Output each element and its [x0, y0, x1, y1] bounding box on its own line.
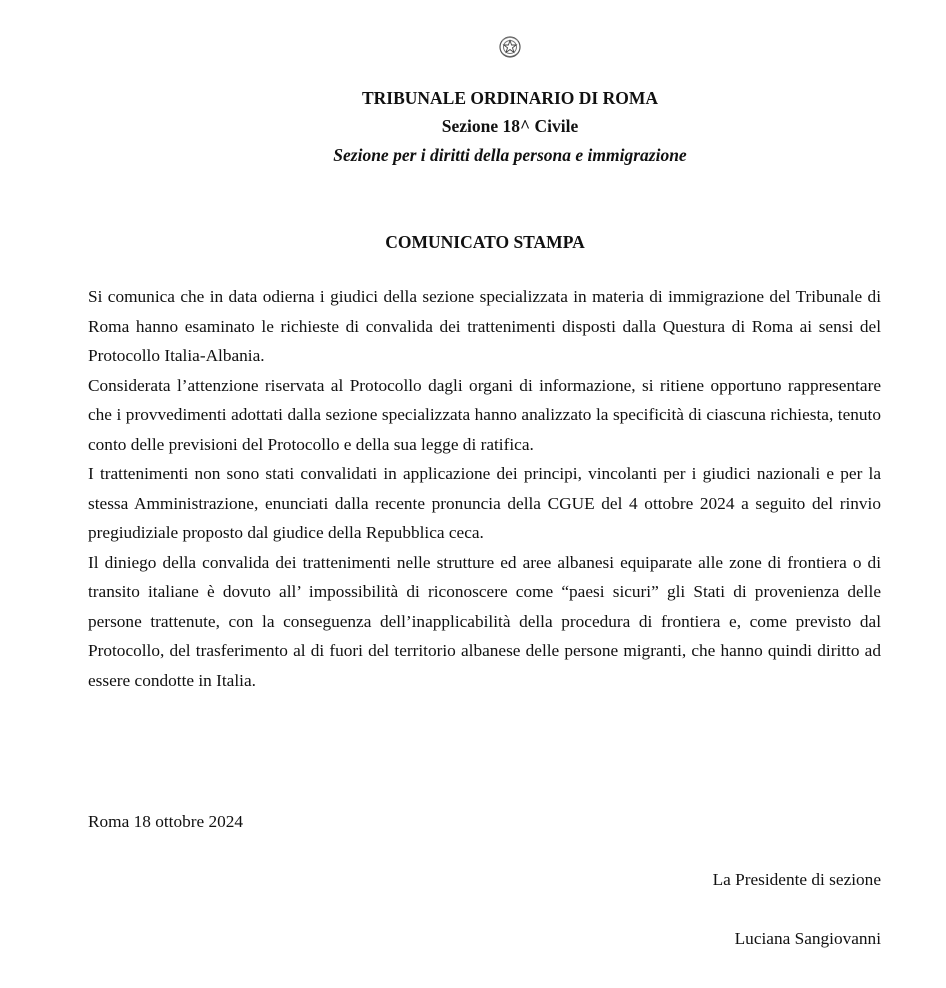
- signature-name: Luciana Sangiovanni: [734, 929, 881, 948]
- paragraph: Considerata l’attenzione riservata al Protocollo dagli organi di informazione, si ritiene opportuno rappresentare che i provvedimenti adottati dalla sezione specializzata hanno analizzato la specificità di ciascuna richiesta, tenuto conto delle previsioni del Protocollo e della sua legge di ratifica.: [88, 375, 881, 454]
- subsection-name: Sezione per i diritti della persona e immigrazione: [333, 145, 687, 165]
- paragraph: I trattenimenti non sono stati convalidati in applicazione dei principi, vincolanti per i giudici nazionali e per la stessa Amministrazione, enunciati dalla recente pronuncia della CGUE del 4 ottobre 2024 a seguito del rinvio pregiudiziale proposto dal giudice della Repubblica ceca.: [88, 464, 881, 542]
- press-release-body: [88, 282, 881, 695]
- document-title: COMUNICATO STAMPA: [385, 232, 585, 252]
- signature-role: La Presidente di sezione: [712, 870, 881, 889]
- paragraph: Il diniego della convalida dei trattenimenti nelle strutture ed aree albanesi equiparate alle zone di frontiera o di transito italiane è dovuto all’ impossibilità di riconoscere come “paesi sicuri” gli Stati di provenienza delle persone trattenute, con la conseguenza dell’inapplicabilità della procedura di frontiera e, come previsto dal Protocollo, del trasferimento al di fuori del territorio albanese delle persone migranti, che hanno quindi diritto ad essere condotte in Italia.: [88, 552, 881, 690]
- italian-republic-emblem-icon: [498, 34, 522, 60]
- court-name: TRIBUNALE ORDINARIO DI ROMA: [361, 88, 659, 108]
- paragraph: Si comunica che in data odierna i giudici della sezione specializzata in materia di immigrazione del Tribunale di Roma hanno esaminato le richieste di convalida dei trattenimenti disposti dalla Questura di Roma ai sensi del Protocollo Italia-Albania.: [88, 287, 881, 365]
- date-line: Roma 18 ottobre 2024: [88, 812, 244, 831]
- section-name: Sezione 18^ Civile: [441, 116, 579, 136]
